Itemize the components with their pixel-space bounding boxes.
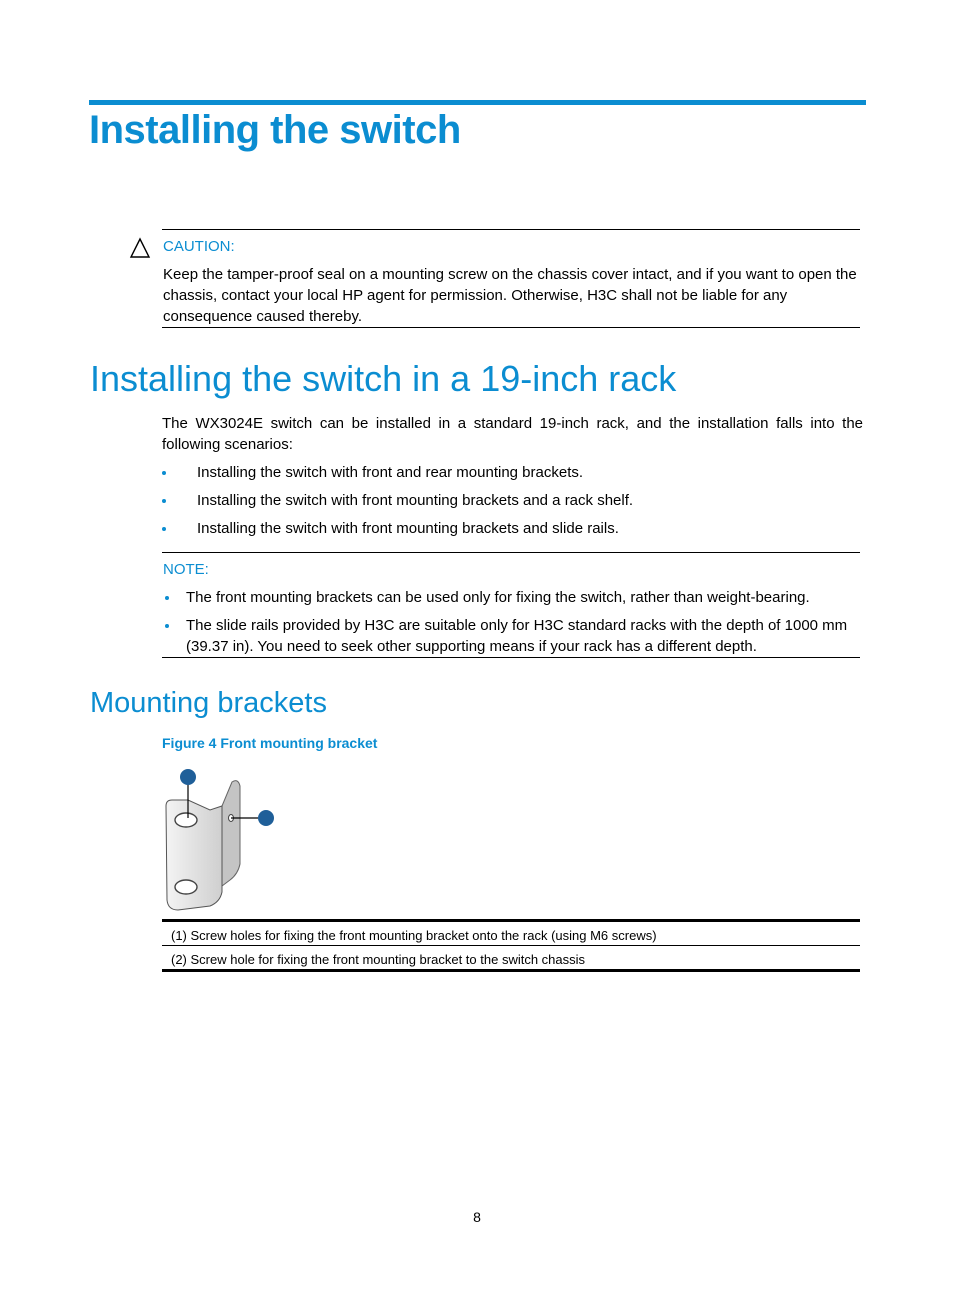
legend-item-1: (1) Screw holes for fixing the front mounting bracket onto the rack (using M6 screws) bbox=[171, 928, 657, 943]
subsection-title: Mounting brackets bbox=[90, 687, 327, 719]
list-item: Installing the switch with front and rear mounting brackets. bbox=[162, 462, 862, 490]
caution-bottom-rule bbox=[162, 327, 860, 328]
table-row bbox=[162, 921, 860, 946]
caution-label: CAUTION: bbox=[163, 238, 235, 255]
chapter-rule bbox=[89, 100, 866, 105]
scenario-list bbox=[162, 462, 862, 546]
callout-1-marker bbox=[180, 769, 196, 785]
note-top-rule bbox=[162, 552, 860, 553]
note-label: NOTE: bbox=[163, 561, 209, 578]
list-item: Installing the switch with front mounting brackets and slide rails. bbox=[162, 518, 862, 546]
legend-item-2: (2) Screw hole for fixing the front mounting bracket to the switch chassis bbox=[171, 952, 586, 967]
table-row bbox=[162, 946, 860, 971]
caution-triangle-icon bbox=[129, 237, 151, 259]
bullet-icon bbox=[162, 527, 166, 531]
bullet-icon bbox=[162, 499, 166, 503]
note-bottom-rule bbox=[162, 657, 860, 658]
figure-caption: Figure 4 Front mounting bracket bbox=[162, 735, 378, 751]
bullet-icon bbox=[162, 471, 166, 475]
caution-text: Keep the tamper-proof seal on a mounting screw on the chassis cover intact, and if you want to open the chassis, contact your local HP agent for permission. Otherwise, H3C shall not be liable for any consequence caused thereby. bbox=[163, 266, 857, 325]
list-item: The slide rails provided by H3C are suitable only for H3C standard racks with the depth of 1000 mm (39.37 in). You need to seek other supporting means if your rack has a different depth. bbox=[163, 615, 860, 657]
page-number: 8 bbox=[473, 1209, 481, 1225]
chapter-title: Installing the switch bbox=[89, 108, 461, 152]
section-title: Installing the switch in a 19-inch rack bbox=[90, 358, 677, 399]
list-item: Installing the switch with front mounting brackets and a rack shelf. bbox=[162, 490, 862, 518]
callout-2-marker bbox=[258, 810, 274, 826]
list-item: The front mounting brackets can be used only for fixing the switch, rather than weight-bearing. bbox=[163, 587, 860, 608]
note-list bbox=[163, 587, 860, 657]
bullet-icon bbox=[165, 624, 169, 628]
bullet-icon bbox=[165, 596, 169, 600]
figure-legend-table bbox=[162, 919, 860, 972]
mounting-bracket-figure bbox=[160, 762, 280, 914]
caution-top-rule bbox=[162, 229, 860, 230]
section-intro: The WX3024E switch can be installed in a standard 19-inch rack, and the installation falls into the following scenarios: bbox=[162, 415, 863, 453]
